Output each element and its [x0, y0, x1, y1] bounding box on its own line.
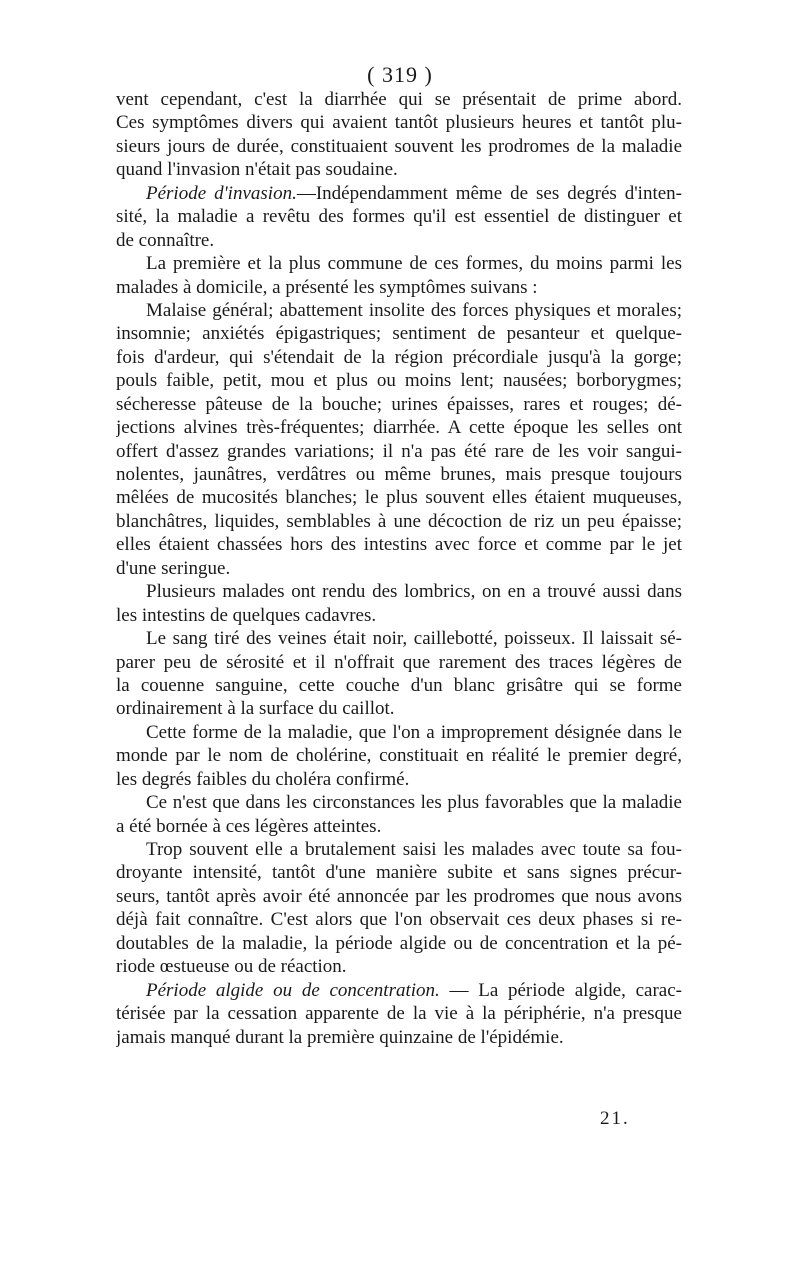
line-text: fois d'ardeur, qui s'étendait de la région précordiale jusqu'à la gorge;: [116, 346, 682, 368]
text-line: [116, 182, 682, 205]
line-text: sité, la maladie a revêtu des formes qu'il est essentiel de distinguer et: [116, 206, 682, 228]
line-text: droyante intensité, tantôt d'une manière subite et sans signes précur-: [116, 862, 682, 884]
text-line: [116, 88, 682, 111]
signature-mark: 21.: [600, 1108, 630, 1129]
text-line: [116, 346, 682, 369]
line-text: quand l'invasion n'était pas soudaine.: [116, 159, 398, 181]
line-text: Ces symptômes divers qui avaient tantôt plusieurs heures et tantôt plu-: [116, 112, 682, 134]
line-text: blanchâtres, liquides, semblables à une décoction de riz un peu épaisse;: [116, 510, 682, 532]
line-text: jections alvines très-fréquentes; diarrhée. A cette époque les selles ont: [116, 417, 682, 439]
line-text: térisée par la cessation apparente de la vie à la périphérie, n'a presque: [116, 1003, 682, 1025]
line-text: ordinairement à la surface du caillot.: [116, 698, 395, 720]
text-line: [116, 533, 682, 556]
line-text: d'une seringue.: [116, 557, 231, 579]
page-number: ( 319 ): [367, 62, 433, 87]
line-text: Trop souvent elle a brutalement saisi les malades avec toute sa fou-: [146, 839, 682, 860]
line-text: Cette forme de la maladie, que l'on a improprement désignée dans le: [146, 721, 682, 743]
text-line: [116, 322, 682, 345]
line-text: nolentes, jaunâtres, verdâtres ou même brunes, mais presque toujours: [116, 464, 682, 485]
text-line: [116, 510, 682, 533]
line-text: —Indépendamment même de ses degrés d'inten-: [296, 182, 682, 204]
text-line: [116, 252, 682, 275]
text-line: [116, 697, 682, 720]
line-text: La première et la plus commune de ces formes, du moins parmi les: [146, 253, 682, 275]
line-text: déjà fait connaître. C'est alors que l'on observait ces deux phases si re-: [116, 909, 682, 931]
line-text: vent cependant, c'est la diarrhée qui se présentait de prime abord.: [116, 89, 682, 110]
line-text: de connaître.: [116, 229, 215, 251]
line-text: jamais manqué durant la première quinzaine de l'épidémie.: [116, 1026, 564, 1048]
text-line: [116, 463, 682, 486]
line-text: malades à domicile, a présenté les symptômes suivans :: [116, 276, 538, 298]
line-text: seurs, tantôt après avoir été annoncée par les prodromes que nous avons: [116, 885, 682, 907]
text-line: [116, 486, 682, 509]
text-line: [116, 674, 682, 697]
line-text: la couenne sanguine, cette couche d'un blanc grisâtre qui se forme: [116, 674, 682, 696]
text-line: [116, 721, 682, 744]
text-line: [116, 557, 682, 580]
line-text: riode œstueuse ou de réaction.: [116, 956, 347, 978]
line-text: parer peu de sérosité et il n'offrait que rarement des traces légères de: [116, 651, 682, 673]
text-line: [116, 791, 682, 814]
text-line: [116, 838, 682, 861]
text-line: [116, 885, 682, 908]
text-line: [116, 135, 682, 158]
line-text: les degrés faibles du choléra confirmé.: [116, 768, 410, 790]
line-text: Ce n'est que dans les circonstances les plus favorables que la maladie: [146, 792, 682, 814]
text-line: [116, 158, 682, 181]
line-text: pouls faible, petit, mou et plus ou moins lent; nausées; borborygmes;: [116, 370, 682, 392]
line-text: elles étaient chassées hors des intestins avec force et comme par le jet: [116, 534, 682, 556]
text-line: [116, 229, 682, 252]
text-line: [116, 393, 682, 416]
text-line: [116, 276, 682, 299]
section-heading: Période d'invasion.: [146, 182, 297, 204]
text-line: [116, 815, 682, 838]
text-line: [116, 205, 682, 228]
line-text: monde par le nom de cholérine, constituait en réalité le premier degré,: [116, 745, 682, 767]
text-line: [116, 627, 682, 650]
text-line: [116, 604, 682, 627]
text-line: [116, 1002, 682, 1025]
line-text: a été bornée à ces légères atteintes.: [116, 815, 382, 837]
line-text: insomnie; anxiétés épigastriques; sentiment de pesanteur et quelque-: [116, 323, 682, 345]
text-line: [116, 955, 682, 978]
line-text: mêlées de mucosités blanches; le plus souvent elles étaient muqueuses,: [116, 487, 682, 509]
text-line: [116, 1026, 682, 1049]
text-line: [116, 299, 682, 322]
text-line: [116, 979, 682, 1002]
line-text: Le sang tiré des veines était noir, caillebotté, poisseux. Il laissait sé-: [146, 628, 682, 650]
text-line: [116, 932, 682, 955]
text-line: [116, 744, 682, 767]
section-heading: Période algide ou de concentration.: [146, 979, 440, 1001]
line-text: sécheresse pâteuse de la bouche; urines épaisses, rares et rouges; dé-: [116, 393, 682, 415]
line-text: sieurs jours de durée, constituaient souvent les prodromes de la maladie: [116, 135, 682, 157]
text-line: [116, 861, 682, 884]
text-line: [116, 440, 682, 463]
line-text: Plusieurs malades ont rendu des lombrics, on en a trouvé aussi dans: [146, 581, 682, 603]
text-line: [116, 768, 682, 791]
line-text: Malaise général; abattement insolite des forces physiques et morales;: [146, 299, 682, 321]
text-line: [116, 908, 682, 931]
text-line: [116, 651, 682, 674]
line-text: — La période algide, carac-: [439, 979, 682, 1001]
line-text: offert d'assez grandes variations; il n'a pas été rare de les voir sangui-: [116, 440, 682, 462]
text-line: [116, 111, 682, 134]
text-line: [116, 369, 682, 392]
line-text: doutables de la maladie, la période algide ou de concentration et la pé-: [116, 932, 682, 954]
body-text: [116, 88, 682, 1049]
line-text: les intestins de quelques cadavres.: [116, 604, 377, 626]
text-line: [116, 580, 682, 603]
text-line: [116, 416, 682, 439]
